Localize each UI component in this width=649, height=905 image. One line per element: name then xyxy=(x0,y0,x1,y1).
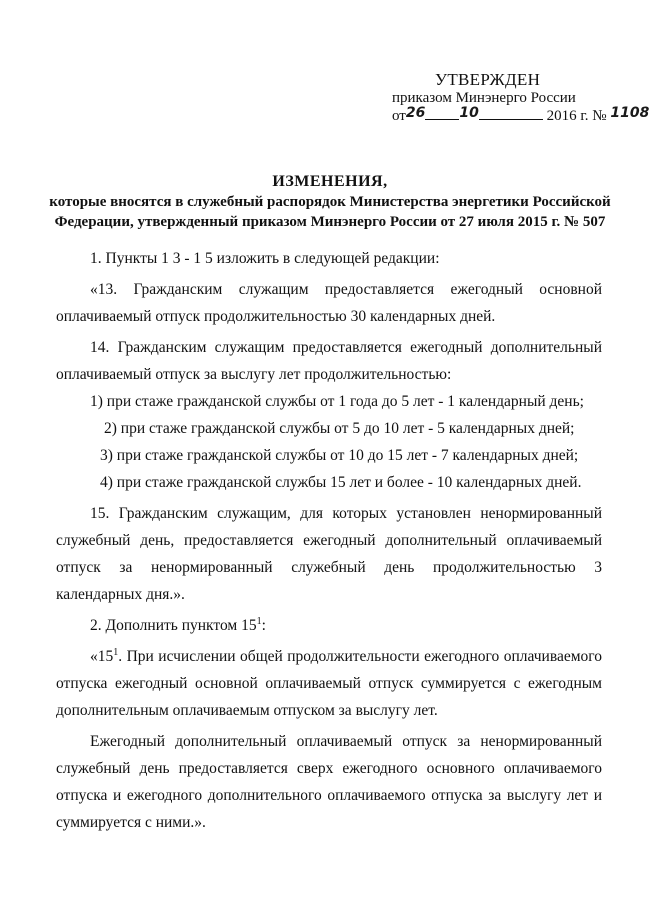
document-body xyxy=(56,245,602,836)
paragraph-6 xyxy=(56,643,602,724)
paragraph-6-superscript: 1 xyxy=(113,646,119,658)
year-and-number-label: 2016 г. № xyxy=(546,108,607,124)
paragraph-6-text: . При исчислении общей продолжительности ежегодного оплачиваемого отпуска ежегодный основной оплачиваемый отпуск суммируется с ежегодным дополнительным оплачиваемым отпуском за выслугу лет. xyxy=(56,648,602,719)
paragraph-6-open: «15 xyxy=(90,648,114,665)
heading-title: ИЗМЕНЕНИЯ, xyxy=(272,173,388,190)
handwritten-day: 26 xyxy=(405,105,426,121)
day-underline xyxy=(425,107,459,120)
handwritten-order-number: 1108 xyxy=(610,105,649,121)
paragraph-3: 14. Гражданским служащим предоставляется ежегодный дополнительный оплачиваемый отпуск за выслугу лет продолжительностью: xyxy=(56,339,602,383)
month-underline xyxy=(479,107,543,120)
paragraph-7: Ежегодный дополнительный оплачиваемый отпуск за ненормированный служебный день предоставляется сверх ежегодного основного оплачиваемого отпуска и ежегодного дополнительного оплачиваемого отпуска за выслугу лет и суммируется с ними.». xyxy=(56,733,602,831)
approval-title: УТВЕРЖДЕН xyxy=(435,70,541,89)
approval-by-order: приказом Минэнерго России xyxy=(392,90,576,106)
heading-subtitle-line-1: которые вносятся в служебный распорядок Министерства энергетики Российской xyxy=(49,194,611,210)
list-item-1: 1) при стаже гражданской службы от 1 года до 5 лет - 1 календарный день; xyxy=(90,393,584,410)
handwritten-month: 10 xyxy=(459,105,479,121)
document-heading xyxy=(40,172,620,232)
heading-subtitle-line-2: Федерации, утвержденный приказом Минэнерго России от 27 июля 2015 г. № 507 xyxy=(54,214,606,230)
paragraph-1: 1. Пункты 1 3 - 1 5 изложить в следующей редакции: xyxy=(90,250,440,267)
date-prefix: от xyxy=(392,108,406,124)
approval-block xyxy=(392,70,649,125)
approval-date-line xyxy=(392,105,649,125)
paragraph-5-superscript: 1 xyxy=(256,615,262,627)
paragraph-5 xyxy=(56,612,602,639)
list-item-2: 2) при стаже гражданской службы от 5 до 10 лет - 5 календарных дней; xyxy=(104,420,575,437)
paragraph-5-colon: : xyxy=(261,617,266,634)
paragraph-5-text: 2. Дополнить пунктом 15 xyxy=(90,617,257,634)
paragraph-2: «13. Гражданским служащим предоставляется ежегодный основной оплачиваемый отпуск продолжительностью 30 календарных дней. xyxy=(56,281,602,325)
list-item-3: 3) при стаже гражданской службы от 10 до 15 лет - 7 календарных дней; xyxy=(100,447,579,464)
paragraph-4: 15. Гражданским служащим, для которых установлен ненормированный служебный день, предоставляется ежегодный дополнительный оплачиваемый отпуск за ненормированный служебный день продолжительностью 3 календарных дня.». xyxy=(56,505,602,603)
list-item-4: 4) при стаже гражданской службы 15 лет и более - 10 календарных дней. xyxy=(100,474,582,491)
